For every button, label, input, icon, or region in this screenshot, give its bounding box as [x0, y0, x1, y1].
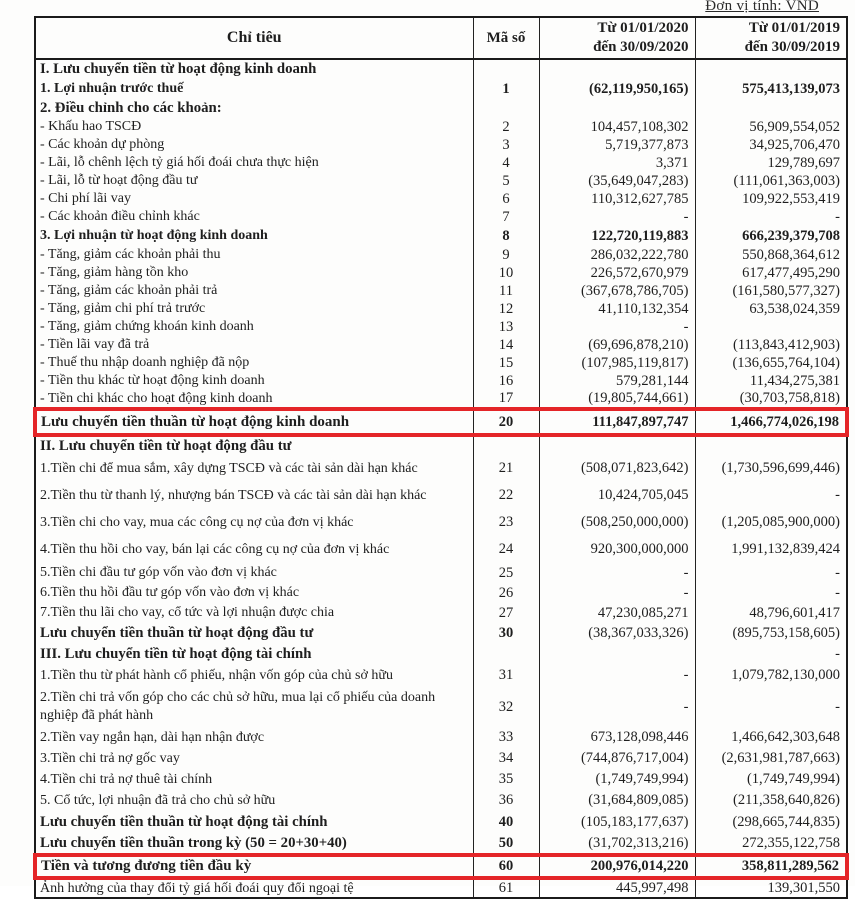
table-row — [35, 118, 847, 136]
row-code-cell: 16 — [473, 372, 539, 390]
row-value-2019-cell: 575,413,139,073 — [695, 79, 847, 99]
table-row — [35, 226, 847, 246]
row-label-cell: 5. Cổ tức, lợi nhuận đã trả cho chủ sở hữu — [40, 792, 276, 808]
row-code-cell: 22 — [473, 482, 539, 509]
row-label-cell: - Lãi, lỗ chênh lệch tỷ giá hối đoái chưa thực hiện — [40, 155, 319, 170]
table-row — [35, 563, 847, 583]
row-label-cell: - Thuế thu nhập doanh nghiệp đã nộp — [40, 355, 250, 370]
row-code-cell: 6 — [473, 190, 539, 208]
row-label-cell: Lưu chuyển tiền thuần trong kỳ (50 = 20+30+40) — [40, 834, 347, 851]
row-value-2020-cell — [539, 435, 695, 455]
row-label-cell: - Tiền lãi vay đã trả — [40, 337, 150, 352]
currency-unit-label: Đơn vị tính: VND — [705, 0, 819, 14]
row-value-2019-cell: (211,358,640,826) — [695, 790, 847, 811]
row-value-2020-cell: (367,678,786,705) — [539, 282, 695, 300]
row-value-2020-cell: (31,684,809,085) — [539, 790, 695, 811]
row-code-cell: 17 — [473, 390, 539, 409]
table-row — [35, 172, 847, 190]
row-value-2020-cell: 111,847,897,747 — [539, 409, 695, 435]
row-label-cell: 2.Tiền vay ngắn hạn, dài hạn nhận được — [40, 729, 265, 745]
row-value-2019-cell: (111,061,363,003) — [695, 172, 847, 190]
row-value-2020-cell: (508,250,000,000) — [539, 509, 695, 536]
row-code-cell: 2 — [473, 118, 539, 136]
row-label-cell: - Các khoản dự phòng — [40, 137, 165, 152]
row-label-cell: 4.Tiền thu hồi cho vay, bán lại các công cụ nợ của đơn vị khác — [40, 541, 390, 557]
row-label-cell: - Tăng, giảm các khoản phải trả — [40, 283, 218, 298]
row-code-cell: 9 — [473, 246, 539, 264]
row-value-2020-cell: 445,997,498 — [539, 878, 695, 898]
row-label-cell: - Tăng, giảm chi phí trả trước — [40, 301, 206, 316]
row-value-2019-cell: - — [695, 687, 847, 727]
row-label-cell: 3.Tiền chi cho vay, mua các công cụ nợ của đơn vị khác — [40, 514, 354, 530]
table-row — [35, 623, 847, 644]
row-label-cell: II. Lưu chuyển tiền từ hoạt động đầu tư — [40, 437, 292, 454]
row-value-2019-cell: (895,753,158,605) — [695, 623, 847, 644]
cash-flow-table — [33, 16, 849, 899]
row-code-cell: 12 — [473, 300, 539, 318]
table-row — [35, 687, 847, 727]
table-row — [35, 536, 847, 563]
table-row — [35, 769, 847, 790]
row-code-cell: 23 — [473, 509, 539, 536]
row-value-2020-cell: (19,805,744,661) — [539, 390, 695, 409]
row-value-2020-cell: 110,312,627,785 — [539, 190, 695, 208]
row-value-2020-cell: - — [539, 664, 695, 687]
table-row — [35, 833, 847, 855]
table-row — [35, 583, 847, 603]
row-label-cell: 5.Tiền chi đầu tư góp vốn vào đơn vị khác — [40, 565, 277, 580]
table-row — [35, 790, 847, 811]
row-label-cell: Tiền và tương đương tiền đầu kỳ — [35, 855, 473, 878]
row-value-2019-cell: 48,796,601,417 — [695, 603, 847, 623]
row-code-cell: 3 — [473, 136, 539, 154]
period-2020-line2: đến 30/09/2020 — [593, 39, 689, 55]
table-row — [35, 190, 847, 208]
row-value-2020-cell: 122,720,119,883 — [539, 226, 695, 246]
row-value-2020-cell: - — [539, 583, 695, 603]
row-value-2019-cell: 63,538,024,359 — [695, 300, 847, 318]
row-label-cell: - Tăng, giảm hàng tồn kho — [40, 265, 189, 280]
row-value-2020-cell: 5,719,377,873 — [539, 136, 695, 154]
table-row — [35, 372, 847, 390]
row-label-cell: - Tiền thu khác từ hoạt động kinh doanh — [40, 373, 265, 388]
row-label-cell: - Các khoản điều chỉnh khác — [40, 209, 200, 224]
row-label-cell: 2.Tiền chi trả vốn góp cho các chủ sở hữu, mua lại cổ phiếu của doanh nghiệp đã phát hành — [40, 690, 436, 723]
row-code-cell — [473, 644, 539, 664]
table-row — [35, 59, 847, 79]
row-value-2019-cell: 1,079,782,130,000 — [695, 664, 847, 687]
row-label-cell: 7.Tiền thu lãi cho vay, cổ tức và lợi nhuận được chia — [40, 605, 335, 620]
row-value-2019-cell: (1,730,596,699,446) — [695, 455, 847, 482]
row-value-2019-cell: 272,355,122,758 — [695, 833, 847, 855]
row-code-cell: 20 — [473, 409, 539, 435]
row-value-2020-cell: (508,071,823,642) — [539, 455, 695, 482]
row-label-cell: Lưu chuyển tiền thuần từ hoạt động tài chính — [40, 813, 328, 830]
row-value-2019-cell: 617,477,495,290 — [695, 264, 847, 282]
row-value-2019-cell: (1,205,085,900,000) — [695, 509, 847, 536]
row-value-2020-cell — [539, 99, 695, 118]
row-value-2020-cell: - — [539, 208, 695, 226]
row-label-cell: 1.Tiền thu từ phát hành cổ phiếu, nhận vốn góp của chủ sở hữu — [40, 667, 393, 683]
row-code-cell: 14 — [473, 336, 539, 354]
row-value-2020-cell: 3,371 — [539, 154, 695, 172]
row-label-cell: Lưu chuyển tiền thuần từ hoạt động đầu tư — [40, 625, 314, 641]
row-code-cell: 36 — [473, 790, 539, 811]
row-value-2020-cell: - — [539, 318, 695, 336]
row-value-2019-cell: 109,922,553,419 — [695, 190, 847, 208]
row-value-2019-cell: 1,466,642,303,648 — [695, 727, 847, 748]
table-row — [35, 318, 847, 336]
row-label-cell: - Chi phí lãi vay — [40, 191, 131, 206]
row-code-cell: 32 — [473, 687, 539, 727]
row-code-cell: 27 — [473, 603, 539, 623]
row-code-cell: 4 — [473, 154, 539, 172]
table-row — [35, 748, 847, 769]
table-row — [35, 154, 847, 172]
row-code-cell: 13 — [473, 318, 539, 336]
table-row — [35, 79, 847, 99]
row-value-2020-cell: 920,300,000,000 — [539, 536, 695, 563]
table-row — [35, 811, 847, 833]
table-row — [35, 354, 847, 372]
table-header — [35, 17, 847, 59]
row-code-cell: 33 — [473, 727, 539, 748]
table-row — [35, 878, 847, 898]
row-value-2019-cell: - — [695, 482, 847, 509]
table-row — [35, 136, 847, 154]
row-code-cell: 15 — [473, 354, 539, 372]
row-value-2019-cell: (2,631,981,787,663) — [695, 748, 847, 769]
period-2019-line2: đến 30/09/2019 — [744, 39, 840, 55]
table-row — [35, 603, 847, 623]
row-value-2020-cell — [539, 59, 695, 79]
row-code-cell — [473, 99, 539, 118]
row-value-2019-cell: 56,909,554,052 — [695, 118, 847, 136]
row-value-2020-cell: 10,424,705,045 — [539, 482, 695, 509]
row-value-2019-cell — [695, 435, 847, 455]
table-row — [35, 264, 847, 282]
table-row — [35, 727, 847, 748]
row-code-cell — [473, 435, 539, 455]
row-value-2019-cell: 11,434,275,381 — [695, 372, 847, 390]
row-label-cell: 2. Điều chỉnh cho các khoản: — [40, 100, 222, 116]
row-label-cell: 4.Tiền chi trả nợ thuê tài chính — [40, 771, 213, 787]
row-value-2019-cell: (1,749,749,994) — [695, 769, 847, 790]
table-row — [35, 300, 847, 318]
row-value-2019-cell: (136,655,764,104) — [695, 354, 847, 372]
row-code-cell: 50 — [473, 833, 539, 855]
row-value-2020-cell: (744,876,717,004) — [539, 748, 695, 769]
row-code-cell: 11 — [473, 282, 539, 300]
table-row — [35, 482, 847, 509]
column-header-period-2020 — [539, 17, 695, 59]
table-row — [35, 208, 847, 226]
table-row — [35, 246, 847, 264]
table-body — [35, 59, 847, 898]
row-value-2019-cell: (161,580,577,327) — [695, 282, 847, 300]
row-code-cell: 30 — [473, 623, 539, 644]
row-code-cell: 7 — [473, 208, 539, 226]
row-value-2019-cell: 129,789,697 — [695, 154, 847, 172]
row-label-cell: 3.Tiền chi trả nợ gốc vay — [40, 750, 180, 766]
row-value-2020-cell: (62,119,950,165) — [539, 79, 695, 99]
row-label-cell: Ảnh hưởng của thay đổi tỷ giá hối đoái quy đổi ngoại tệ — [40, 880, 354, 896]
row-value-2019-cell — [695, 318, 847, 336]
row-value-2020-cell: 200,976,014,220 — [539, 855, 695, 878]
row-code-cell: 26 — [473, 583, 539, 603]
row-value-2019-cell: 139,301,550 — [695, 878, 847, 898]
row-label-cell: III. Lưu chuyển tiền từ hoạt động tài chính — [40, 645, 312, 662]
row-value-2019-cell: - — [695, 563, 847, 583]
row-value-2020-cell: (1,749,749,994) — [539, 769, 695, 790]
row-code-cell: 60 — [473, 855, 539, 878]
row-value-2019-cell: 1,466,774,026,198 — [695, 409, 847, 435]
row-code-cell: 40 — [473, 811, 539, 833]
period-2019-line1: Từ 01/01/2019 — [748, 20, 840, 37]
row-value-2019-cell: - — [695, 583, 847, 603]
row-value-2020-cell — [539, 644, 695, 664]
row-code-cell: 8 — [473, 226, 539, 246]
column-header-period-2019 — [695, 17, 847, 59]
row-value-2020-cell: (38,367,033,326) — [539, 623, 695, 644]
row-label-cell: - Tăng, giảm các khoản phải thu — [40, 247, 221, 262]
table-row — [35, 509, 847, 536]
row-value-2020-cell: 41,110,132,354 — [539, 300, 695, 318]
row-value-2019-cell — [695, 99, 847, 118]
row-value-2019-cell: (298,665,744,835) — [695, 811, 847, 833]
table-row — [35, 455, 847, 482]
row-value-2019-cell: 1,991,132,839,424 — [695, 536, 847, 563]
row-value-2019-cell: 666,239,379,708 — [695, 226, 847, 246]
table-row — [35, 664, 847, 687]
column-header-item: Chỉ tiêu — [35, 17, 473, 59]
row-value-2020-cell: 47,230,085,271 — [539, 603, 695, 623]
row-value-2019-cell: (30,703,758,818) — [695, 390, 847, 409]
table-row — [35, 435, 847, 455]
row-label-cell: Lưu chuyển tiền thuần từ hoạt động kinh doanh — [35, 409, 473, 435]
row-code-cell: 31 — [473, 664, 539, 687]
header-row — [35, 17, 847, 59]
row-value-2020-cell: - — [539, 687, 695, 727]
table-row — [35, 390, 847, 409]
row-value-2020-cell: 286,032,222,780 — [539, 246, 695, 264]
row-value-2020-cell: 104,457,108,302 — [539, 118, 695, 136]
row-label-cell: - Khấu hao TSCĐ — [40, 119, 142, 134]
column-header-code: Mã số — [473, 17, 539, 59]
row-code-cell: 5 — [473, 172, 539, 190]
row-value-2019-cell: - — [695, 208, 847, 226]
row-label-cell: - Lãi, lỗ từ hoạt động đầu tư — [40, 173, 198, 188]
row-value-2020-cell: (107,985,119,817) — [539, 354, 695, 372]
row-value-2020-cell: (31,702,313,216) — [539, 833, 695, 855]
row-code-cell: 21 — [473, 455, 539, 482]
row-value-2019-cell: 358,811,289,562 — [695, 855, 847, 878]
row-label-cell: I. Lưu chuyển tiền từ hoạt động kinh doanh — [40, 61, 317, 77]
row-value-2019-cell: 550,868,364,612 — [695, 246, 847, 264]
row-label-cell: 1. Lợi nhuận trước thuế — [40, 81, 184, 96]
table-row — [35, 336, 847, 354]
row-code-cell — [473, 59, 539, 79]
period-2020-line1: Từ 01/01/2020 — [597, 20, 689, 37]
row-value-2020-cell: - — [539, 563, 695, 583]
row-code-cell: 1 — [473, 79, 539, 99]
row-code-cell: 25 — [473, 563, 539, 583]
row-value-2020-cell: 673,128,098,446 — [539, 727, 695, 748]
row-code-cell: 24 — [473, 536, 539, 563]
row-value-2019-cell — [695, 59, 847, 79]
table-row — [35, 99, 847, 118]
row-code-cell: 10 — [473, 264, 539, 282]
row-label-cell: - Tiền chi khác cho hoạt động kinh doanh — [40, 390, 273, 406]
highlighted-row — [35, 409, 847, 435]
row-code-cell: 34 — [473, 748, 539, 769]
table-row — [35, 644, 847, 664]
row-value-2020-cell: (69,696,878,210) — [539, 336, 695, 354]
row-value-2019-cell: - — [695, 644, 847, 664]
row-value-2020-cell: (35,649,047,283) — [539, 172, 695, 190]
row-value-2019-cell: (113,843,412,903) — [695, 336, 847, 354]
row-code-cell: 35 — [473, 769, 539, 790]
highlighted-row — [35, 855, 847, 878]
row-label-cell: 3. Lợi nhuận từ hoạt động kinh doanh — [40, 228, 268, 243]
row-value-2019-cell: 34,925,706,470 — [695, 136, 847, 154]
row-value-2020-cell: 579,281,144 — [539, 372, 695, 390]
table-row — [35, 282, 847, 300]
row-label-cell: 6.Tiền thu hồi đầu tư góp vốn vào đơn vị khác — [40, 585, 300, 600]
row-value-2020-cell: 226,572,670,979 — [539, 264, 695, 282]
row-code-cell: 61 — [473, 878, 539, 898]
row-label-cell: 1.Tiền chi để mua sắm, xây dựng TSCĐ và các tài sản dài hạn khác — [40, 460, 418, 476]
row-label-cell: 2.Tiền thu từ thanh lý, nhượng bán TSCĐ và các tài sản dài hạn khác — [40, 487, 427, 503]
row-label-cell: - Tăng, giảm chứng khoán kinh doanh — [40, 319, 254, 334]
row-value-2020-cell: (105,183,177,637) — [539, 811, 695, 833]
